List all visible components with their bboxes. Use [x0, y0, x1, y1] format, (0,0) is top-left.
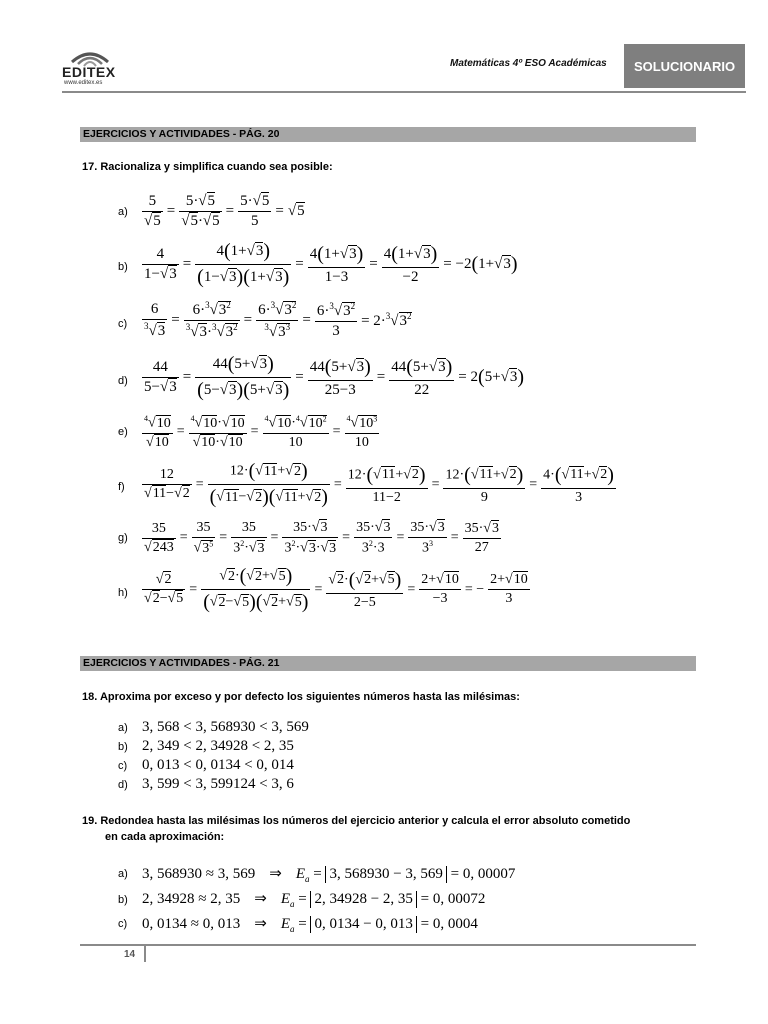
section-bar-pag21: EJERCICIOS Y ACTIVIDADES - PÁG. 21	[80, 656, 696, 671]
item-label-c: c)	[118, 318, 128, 330]
header-title: Matemáticas 4º ESO Académicas	[450, 58, 607, 69]
q18-label-b: b)	[118, 741, 128, 753]
logo-url: www.editex.es	[64, 80, 103, 86]
item-label-a: a)	[118, 206, 128, 218]
question-17: 17. Racionaliza y simplifica cuando sea posible:	[82, 161, 333, 173]
q19-label-c: c)	[118, 918, 128, 930]
item-label-b: b)	[118, 261, 128, 273]
logo-text: EDITEX	[62, 64, 116, 80]
footer-tick	[144, 944, 146, 962]
formula-17c: $\frac{6}{^3√3}$ = $\frac{6\cdot^3√3^2}{^3√3\cdot^3√3^2}$ = $\frac{6\cdot^3√3^2}{^3√3^3}$ = $\frac{6\cdot^3√3^2}{3}$ = $2\cdot^3√3^2$	[144, 300, 412, 340]
q18-expr-a: 3, 568 < 3, 568930 < 3, 569	[142, 719, 309, 735]
q19-row-a: 3, 568930 ≈ 3, 569 ⇒ $E_a = 3$, 568930 − 3, 569 = 0, 00007	[142, 866, 516, 884]
formula-17h: $\frac{√2}{√2-√5}$ = $\frac{√2\cdot(√2+√5)}{(√2-√5)(√2+√5)}$ = $\frac{√2\cdot(√2+√5)}{2-5}$ = $\frac{2+√10}{-3}$ = − $\frac{2+√10}{3}$	[144, 565, 528, 613]
question-19-line1: 19. Redondea hasta las milésimas los números del ejercicio anterior y calcula el error absoluto cometido	[82, 815, 631, 827]
page-number: 14	[124, 949, 136, 960]
solucionario-badge: SOLUCIONARIO	[624, 44, 745, 88]
formula-17e: $\frac{^4√10}{√10}$ = $\frac{^4√10\cdot√10}{√10\cdot√10}$ = $\frac{^4√10\cdot^4√10^2}{10}$ = $\frac{^4√10^3}{10}$	[144, 414, 378, 450]
q18-expr-d: 3, 599 < 3, 599124 < 3, 6	[142, 776, 294, 792]
q18-label-d: d)	[118, 779, 128, 791]
item-label-f: f)	[118, 481, 125, 493]
q19-row-b: 2, 34928 ≈ 2, 35 ⇒ $E_a = 2$, 34928 − 2, 35 = 0, 00072	[142, 891, 486, 909]
q19-label-b: b)	[118, 894, 128, 906]
formula-17b: $\frac{4}{1-√3}$ = $\frac{4(1+√3)}{(1-√3)(1+√3)}$ = $\frac{4(1+√3)}{1-3}$ = $\frac{4(1+√3)}{-2}$ = −2(1+√3)	[144, 240, 518, 288]
q19-label-a: a)	[118, 868, 128, 880]
item-label-g: g)	[118, 532, 128, 544]
q18-label-c: c)	[118, 760, 128, 772]
q19-row-c: 0, 0134 ≈ 0, 013 ⇒ $E_a = 0$, 0134 − 0, 013 = 0, 0004	[142, 916, 478, 934]
header-divider	[62, 91, 746, 93]
formula-17d: $\frac{44}{5-√3}$ = $\frac{44(5+√3)}{(5-√3)(5+√3)}$ = $\frac{44(5+√3)}{25-3}$ = $\frac{44(5+√3)}{22}$ = 2(5+√3)	[144, 353, 525, 401]
item-label-e: e)	[118, 426, 128, 438]
item-label-d: d)	[118, 375, 128, 387]
footer-divider	[80, 944, 696, 946]
section-bar-pag20: EJERCICIOS Y ACTIVIDADES - PÁG. 20	[80, 127, 696, 142]
q18-label-a: a)	[118, 722, 128, 734]
formula-17a: $\frac{5}{√5}$ = $\frac{5\cdot√5}{√5\cdot√5}$ = $\frac{5\cdot√5}{5}$ = √5	[144, 193, 305, 229]
q18-expr-c: 0, 013 < 0, 0134 < 0, 014	[142, 757, 294, 773]
q18-expr-b: 2, 349 < 2, 34928 < 2, 35	[142, 738, 294, 754]
formula-17g: $\frac{35}{√243}$ = $\frac{35}{√3^5}$ = $\frac{35}{3^2\cdot√3}$ = $\frac{35\cdot√3}{3^2\cdot√3\cdot√3}$ = $\frac{35\cdot√3}{3^2\cdot 3}$ = $\frac{35\cdot√3}{3^3}$ = $\frac{35\cdot√3}{27}$	[144, 520, 499, 556]
item-label-h: h)	[118, 587, 128, 599]
formula-17f: $\frac{12}{√11-√2}$ = $\frac{12\cdot(√11+√2)}{(√11-√2)(√11+√2)}$ = $\frac{12\cdot(√11+√2)}{11-2}$ = $\frac{12\cdot(√11+√2)}{9}$ = $\frac{4\cdot(√11+√2)}{3}$	[144, 460, 614, 508]
question-19-line2: en cada aproximación:	[105, 831, 225, 843]
question-18: 18. Aproxima por exceso y por defecto los siguientes números hasta las milésimas:	[82, 691, 520, 703]
